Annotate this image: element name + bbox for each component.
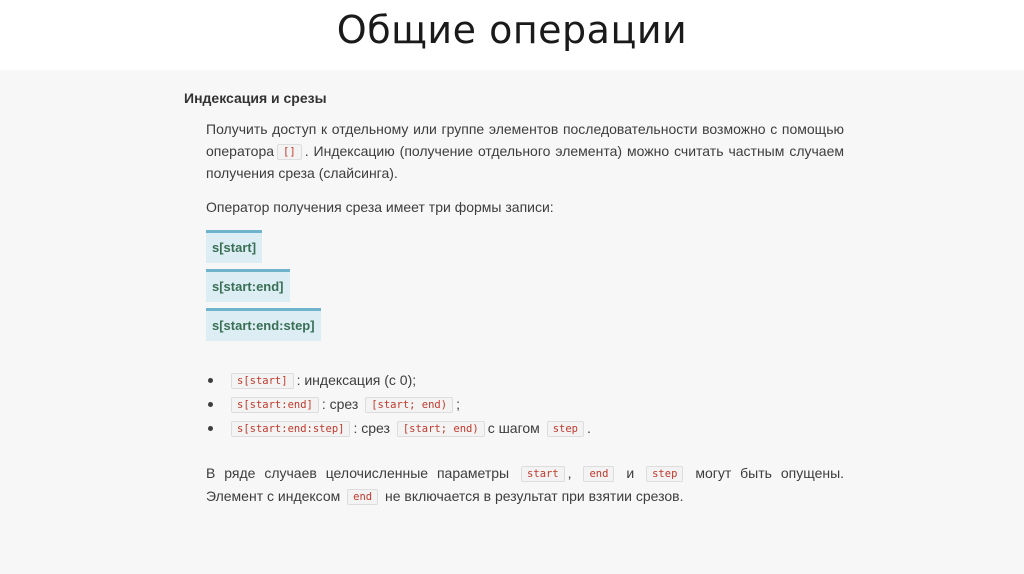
bullet-dot-icon (208, 426, 213, 431)
slice-bullets (206, 369, 844, 441)
bullet-text: ; (456, 396, 460, 412)
final-text-2: и (626, 465, 635, 481)
inline-code: [start; end) (397, 421, 485, 437)
inline-code-start: start (521, 466, 565, 482)
slice-form-start: s[start] (206, 230, 262, 263)
bullet-text: : срез (353, 420, 390, 436)
inline-code-end: end (347, 489, 378, 505)
bullet-dot-icon (208, 378, 213, 383)
list-item (206, 393, 844, 417)
inline-code: s[start:end:step] (231, 421, 350, 437)
final-text-1: В ряде случаев целочисленные параметры (206, 465, 510, 481)
intro-text-1: Получить доступ к отдельному или группе элементов последовательности возможно с помощью оператора (206, 121, 844, 159)
forms-intro: Оператор получения среза имеет три формы записи: (206, 198, 554, 215)
content-panel (0, 70, 1024, 574)
slice-form-start-end: s[start:end] (206, 269, 290, 302)
bullet-text: : индексация (с 0); (296, 372, 417, 388)
intro-text-2: . Индексацию (получение отдельного элемента) можно считать частным случаем получения среза (слайсинга). (206, 142, 844, 181)
bullet-text: : срез (321, 396, 359, 412)
intro-paragraph (206, 119, 844, 185)
slide-title: Общие операции (336, 8, 688, 52)
inline-code-brackets: [] (277, 144, 302, 160)
bullet-text: . (587, 420, 591, 436)
inline-code: s[start] (231, 373, 294, 389)
final-text-4: не включается в результат при взятии срезов. (385, 487, 684, 504)
slice-form-start-end-step: s[start:end:step] (206, 308, 321, 341)
final-text-3: могут быть опущены. Элемент с индексом (206, 465, 845, 504)
section-heading: Индексация и срезы (184, 90, 327, 106)
bullet-dot-icon (208, 402, 213, 407)
slice-forms (206, 230, 844, 341)
inline-code: step (547, 421, 584, 437)
section-content (184, 90, 844, 520)
final-sep: , (567, 465, 572, 481)
final-paragraph (206, 463, 844, 508)
list-item (206, 369, 844, 393)
inline-code-step: step (646, 466, 683, 482)
bullet-text: с шагом (487, 420, 540, 436)
list-item (206, 417, 844, 441)
inline-code-end: end (583, 466, 614, 482)
section-body (184, 119, 844, 508)
inline-code: [start; end) (365, 397, 453, 413)
inline-code: s[start:end] (231, 397, 319, 413)
